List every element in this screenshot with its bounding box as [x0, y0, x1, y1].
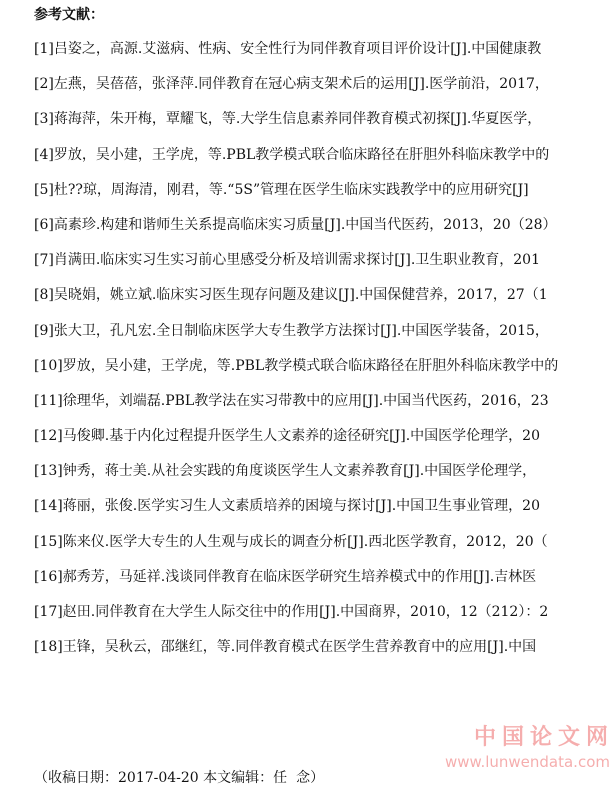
reference-item: [12]马俊卿.基于内化过程提升医学生人文素养的途径研究[J].中国医学伦理学，20 [34, 428, 540, 445]
reference-item: [13]钟秀，蒋士美.从社会实践的角度谈医学生人文素养教育[J].中国医学伦理学， [34, 463, 537, 480]
reference-item: [16]郝秀芳，马延祥.浅谈同伴教育在临床医学研究生培养模式中的作用[J].吉林医 [34, 568, 537, 585]
reference-item: [4]罗放，吴小建，王学虎，等.PBL教学模式联合临床路径在肝胆外科临床教学中的 [34, 146, 550, 163]
reference-item: [6]高素珍.构建和谐师生关系提高临床实习质量[J].中国当代医药，2013，20（28） [34, 216, 557, 233]
reference-item: [9]张大卫，孔凡宏.全日制临床医学大专生教学方法探讨[J].中国医学装备，2015， [34, 322, 549, 339]
reference-item: [11]徐理华，刘端磊.PBL教学法在实习带教中的应用[J].中国当代医药，2016，23 [34, 392, 549, 409]
reference-item: [14]蒋丽，张俊.医学实习生人文素质培养的困境与探讨[J].中国卫生事业管理，20 [34, 498, 540, 515]
site-watermark [404, 724, 614, 784]
reference-item: [7]肖满田.临床实习生实习前心里感受分析及培训需求探讨[J].卫生职业教育，201 [34, 252, 540, 269]
reference-item: [8]吴晓娟，姚立斌.临床实习医生现存问题及建议[J].中国保健营养，2017，27（1 [34, 287, 548, 304]
references-heading: 参考文献： [34, 7, 104, 23]
reference-list [34, 38, 614, 671]
reference-item: [1]吕姿之，高源.艾滋病、性病、安全性行为同伴教育项目评价设计[J].中国健康教 [34, 41, 542, 57]
watermark-url: www.lunwendata.com [445, 753, 610, 771]
reference-item: [18]王锋，吴秋云，邵继红，等.同伴教育模式在医学生营养教育中的应用[J].中国 [34, 639, 537, 656]
reference-item: [5]杜??琼，周海清，刚君，等.“5S”管理在医学生临床实践教学中的应用研究[J] [34, 181, 529, 198]
watermark-text: 中国论文网 [473, 725, 614, 750]
reference-item: [17]赵田.同伴教育在大学生人际交往中的作用[J].中国商界，2010，12（212）：2 [34, 604, 549, 620]
reference-item: [15]陈来仪.医学大专生的人生观与成长的调查分析[J].西北医学教育，2012，20（ [34, 533, 548, 550]
received-date-note [34, 767, 324, 787]
reference-item: [3]蒋海萍，朱开梅，覃耀飞，等.大学生信息素养同伴教育模式初探[J].华夏医学， [34, 111, 542, 128]
received-date-text: （收稿日期：2017-04-20 本文编辑：任 念） [34, 770, 325, 786]
reference-item: [2]左燕，吴蓓蓓，张泽萍.同伴教育在冠心病支架术后的运用[J].医学前沿，2017， [34, 76, 549, 93]
reference-item: [10]罗放，吴小建，王学虎，等.PBL教学模式联合临床路径在肝胆外科临床教学中的 [34, 357, 559, 374]
